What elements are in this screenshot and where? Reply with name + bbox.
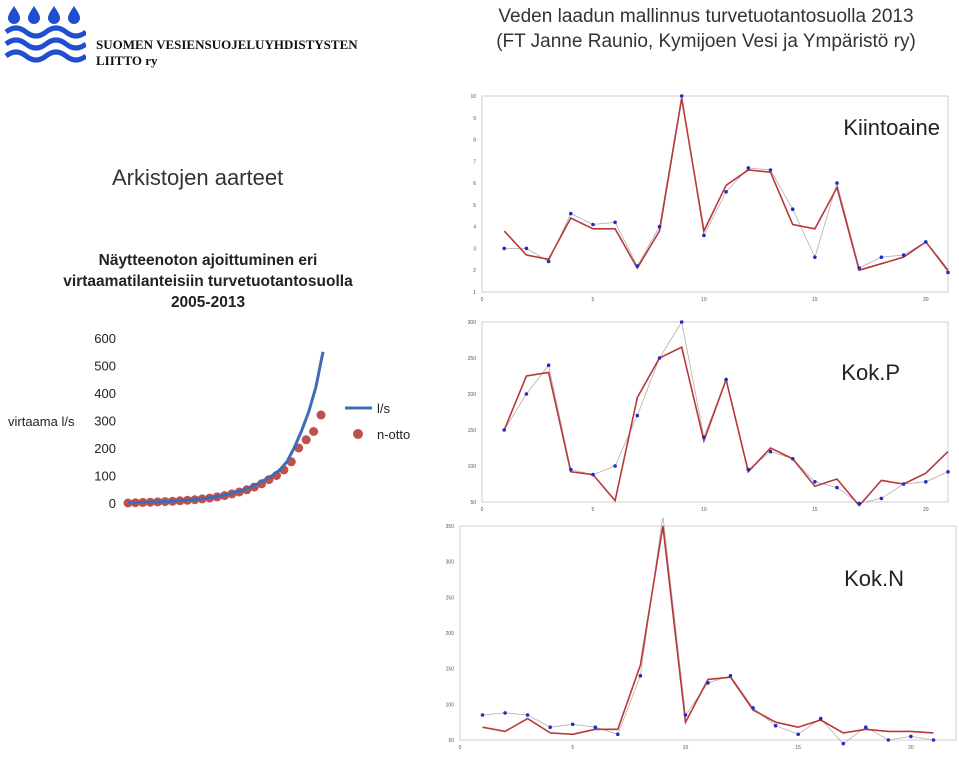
kiintoaine-chart (460, 80, 959, 310)
observed-point (547, 363, 551, 367)
observed-point (613, 464, 617, 468)
y-tick-label: 350 (445, 524, 454, 530)
flow-y-tick-label: 500 (94, 358, 116, 374)
observed-point (819, 717, 823, 721)
plot-frame (460, 526, 956, 740)
y-tick-label: 300 (445, 559, 454, 566)
observed-point (658, 225, 662, 229)
x-tick-label: 5 (591, 507, 595, 513)
x-tick-label: 10 (701, 507, 707, 513)
observed-point (924, 240, 928, 244)
flow-chart-title-line1: Näytteenoton ajoittuminen eri (98, 252, 318, 269)
observed-point (835, 486, 839, 490)
observed-point (751, 706, 755, 710)
observed-line (504, 322, 948, 503)
flow-y-axis (94, 331, 116, 511)
observed-line (483, 518, 934, 744)
observed-point (769, 450, 773, 454)
observed-point (924, 480, 928, 484)
observed-point (887, 738, 891, 742)
y-tick-label: 6 (473, 181, 476, 188)
logo-drops (8, 6, 80, 24)
observed-point (571, 723, 575, 727)
y-tick-label: 200 (445, 631, 454, 637)
flow-duration-chart (0, 320, 440, 520)
model-plot-area (468, 320, 950, 513)
observed-point (842, 742, 846, 746)
observed-point (591, 223, 595, 227)
observed-point (684, 713, 688, 717)
observed-point (857, 266, 861, 270)
org-name-line1: SUOMEN VESIENSUOJELUYHDISTYSTEN (96, 37, 358, 52)
legend-n-otto-swatch (353, 429, 363, 439)
x-tick-label: 15 (812, 507, 818, 513)
y-tick-label: 50 (448, 738, 454, 744)
observed-point (639, 674, 643, 678)
observed-point (774, 724, 778, 728)
observed-point (525, 392, 529, 396)
observed-point (835, 181, 839, 185)
x-tick-label: 10 (701, 297, 707, 303)
x-tick-label: 5 (591, 297, 595, 303)
observed-point (791, 457, 795, 461)
observed-point (548, 725, 552, 729)
y-tick-label: 2 (473, 268, 476, 275)
flow-y-tick-label: 200 (94, 441, 116, 456)
x-tick-label: 5 (571, 745, 575, 751)
observed-point (680, 94, 684, 98)
kok-n-label: Kok.N (844, 566, 904, 591)
kiintoaine-label: Kiintoaine (843, 115, 940, 140)
y-tick-label: 10 (470, 94, 476, 100)
observed-point (706, 681, 710, 685)
observed-point (724, 378, 728, 382)
observed-point (547, 260, 551, 264)
kok-n-chart (440, 518, 959, 758)
flow-n-otto-point (302, 435, 311, 444)
observed-point (902, 482, 906, 486)
observed-point (932, 738, 936, 742)
observed-point (880, 497, 884, 501)
x-tick-label: 0 (458, 745, 462, 751)
flow-y-tick-label: 300 (94, 413, 116, 429)
flow-chart-title-line2: virtaamatilanteisiin turvetuotantosuolla (63, 273, 353, 290)
observed-point (502, 247, 506, 251)
observed-point (796, 733, 800, 737)
observed-point (636, 414, 640, 418)
flow-n-otto-point (317, 411, 326, 420)
flow-ls-series-line (128, 352, 323, 503)
flow-chart-title (8, 250, 408, 313)
model-plot-area (446, 518, 956, 751)
x-tick-label: 0 (480, 507, 484, 513)
observed-point (880, 255, 884, 259)
observed-point (791, 207, 795, 211)
observed-point (702, 234, 706, 238)
observed-point (616, 733, 620, 737)
observed-point (591, 473, 595, 477)
x-tick-label: 0 (480, 297, 484, 303)
slide-title-line1: Veden laadun mallinnus turvetuotantosuolla 2013 (498, 6, 914, 27)
y-tick-label: 250 (445, 595, 454, 602)
logo (4, 4, 86, 66)
observed-point (502, 428, 506, 432)
flow-chart-title-line3: 2005-2013 (170, 294, 246, 311)
observed-point (747, 166, 751, 170)
observed-point (503, 711, 507, 715)
flow-y-tick-label: 600 (94, 331, 116, 346)
observed-point (680, 320, 684, 324)
observed-point (526, 713, 530, 717)
observed-point (481, 713, 485, 717)
flow-y-tick-label: 400 (94, 386, 116, 401)
observed-point (902, 253, 906, 257)
x-tick-label: 20 (923, 507, 929, 513)
observed-point (946, 470, 950, 474)
observed-point (769, 168, 773, 172)
observed-point (857, 502, 861, 506)
y-tick-label: 250 (467, 356, 476, 362)
legend-ls-label: l/s (377, 401, 390, 416)
flow-y-axis-label: virtaama l/s (8, 414, 75, 429)
logo-waves (6, 28, 86, 60)
observed-point (569, 212, 573, 216)
x-tick-label: 10 (682, 745, 689, 751)
observed-point (702, 435, 706, 439)
flow-y-tick-label: 100 (94, 468, 116, 484)
y-tick-label: 9 (473, 115, 476, 122)
flow-y-tick-label: 0 (108, 496, 116, 511)
observed-point (946, 271, 950, 275)
observed-point (724, 190, 728, 194)
y-tick-label: 150 (445, 666, 454, 673)
observed-point (864, 725, 868, 729)
observed-point (658, 356, 662, 360)
y-tick-label: 7 (473, 159, 476, 166)
kok-p-label: Kok.P (841, 360, 900, 385)
y-tick-label: 1 (473, 290, 476, 296)
y-tick-label: 3 (473, 246, 476, 253)
flow-n-otto-series (124, 411, 326, 508)
archive-heading: Arkistojen aarteet (112, 165, 284, 190)
organization-name (96, 37, 396, 69)
observed-point (813, 255, 817, 259)
legend-n-otto-label: n-otto (377, 427, 411, 442)
observed-point (594, 725, 598, 729)
y-tick-label: 300 (467, 320, 476, 326)
observed-point (569, 468, 573, 472)
x-tick-label: 15 (795, 745, 801, 751)
y-tick-label: 100 (467, 464, 476, 470)
y-tick-label: 100 (445, 702, 454, 709)
modelled-line (483, 526, 934, 734)
y-tick-label: 8 (473, 137, 476, 144)
kok-p-chart (460, 312, 959, 524)
observed-point (525, 247, 529, 251)
observed-point (747, 468, 751, 472)
observed-point (636, 264, 640, 268)
observed-point (729, 674, 733, 678)
x-tick-label: 20 (908, 745, 914, 751)
observed-point (909, 735, 913, 739)
y-tick-label: 200 (467, 392, 476, 398)
y-tick-label: 50 (470, 500, 476, 506)
x-tick-label: 15 (812, 297, 818, 303)
y-tick-label: 4 (473, 224, 476, 231)
y-tick-label: 150 (467, 428, 476, 434)
flow-legend (345, 401, 410, 442)
slide-title-line2: (FT Janne Raunio, Kymijoen Vesi ja Ympäristö ry) (496, 31, 916, 52)
y-tick-label: 5 (473, 202, 476, 209)
slide-title (456, 4, 956, 54)
observed-point (813, 480, 817, 484)
x-tick-label: 20 (923, 297, 929, 303)
flow-n-otto-point (309, 427, 318, 436)
org-name-line2: LIITTO ry (96, 53, 158, 68)
observed-point (613, 221, 617, 225)
